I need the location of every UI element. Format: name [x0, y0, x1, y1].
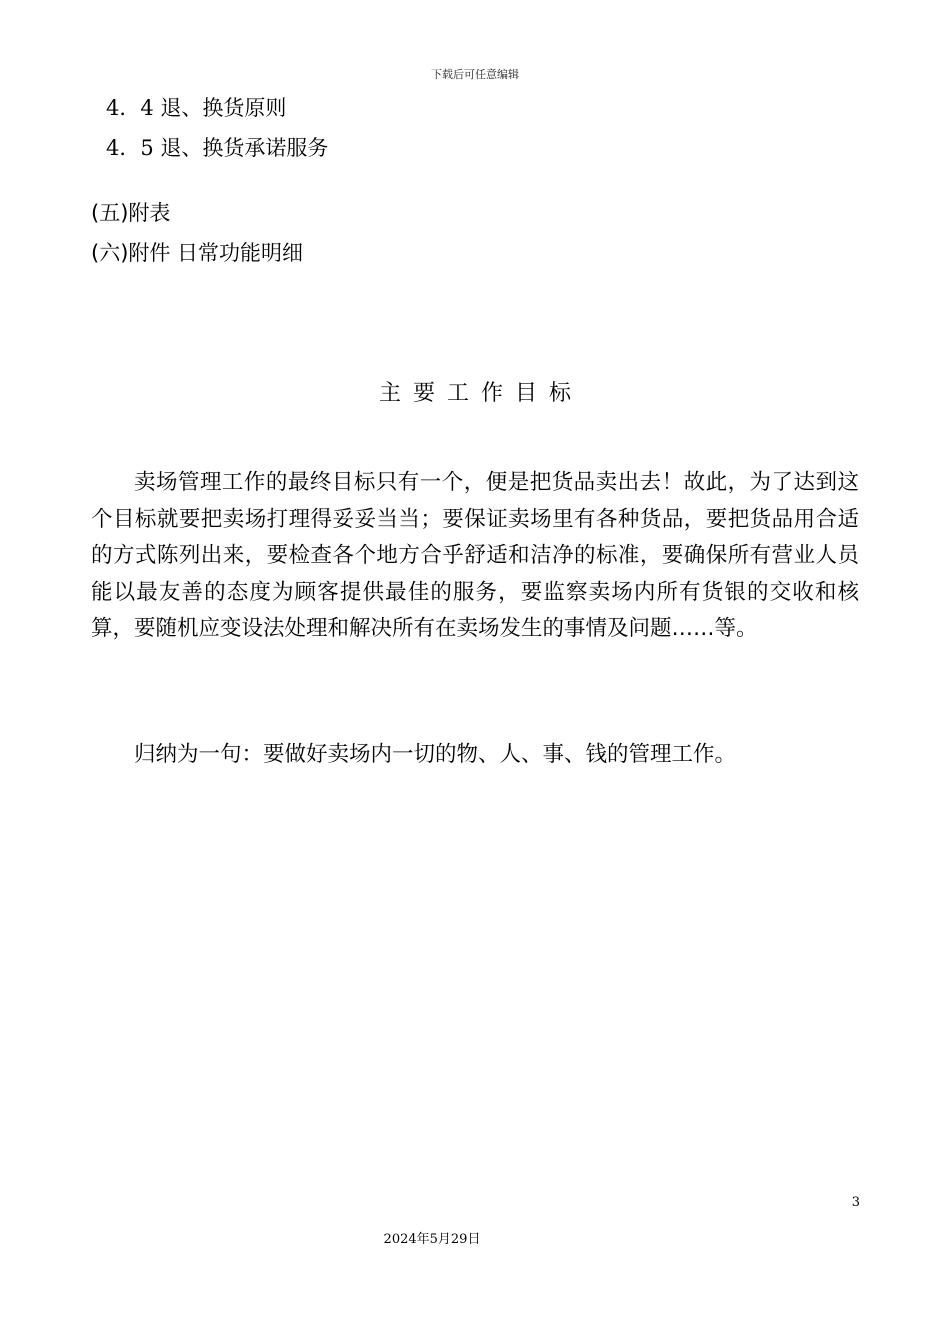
- toc-item-4-5: 4．5 退、换货承诺服务: [106, 136, 329, 160]
- section-title: 主要工作目标: [378, 381, 583, 406]
- body-paragraph-2: 归纳为一句：要做好卖场内一切的物、人、事、钱的管理工作。: [134, 742, 737, 767]
- header-note: 下载后可任意编辑: [431, 68, 519, 81]
- toc-item-4-4: 4．4 退、换货原则: [106, 96, 287, 120]
- footer-date: 2024年5月29日: [383, 1232, 481, 1247]
- body-paragraph-1: 卖场管理工作的最终目标只有一个，便是把货品卖出去！故此，为了达到这个目标就要把卖场打理得妥妥当当；要保证卖场里有各种货品，要把货品用合适的方式陈列出来，要检查各个地方合乎舒适和洁净的标准，要确保所有营业人员能以最友善的态度为顾客提供最佳的服务，要监察卖场内所有货银的交收和核算，要随机应变设法处理和解决所有在卖场发生的事情及问题……等。: [91, 470, 859, 641]
- toc-item-attachments: (六)附件 日常功能明细: [91, 241, 304, 265]
- toc-item-appendix-tables: (五)附表: [91, 201, 171, 225]
- page-number: 3: [851, 1195, 860, 1210]
